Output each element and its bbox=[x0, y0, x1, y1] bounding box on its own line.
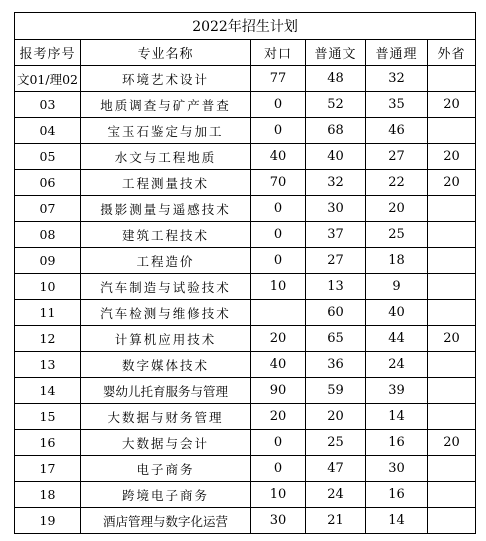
cell-duikou: 40 bbox=[251, 144, 306, 170]
cell-duikou: 10 bbox=[251, 274, 306, 300]
cell-putongli: 40 bbox=[366, 300, 428, 326]
cell-putongli: 25 bbox=[366, 222, 428, 248]
cell-major: 跨境电子商务 bbox=[81, 482, 251, 508]
cell-waisheng bbox=[428, 222, 476, 248]
cell-putongwen: 13 bbox=[306, 274, 366, 300]
cell-waisheng bbox=[428, 508, 476, 534]
cell-putongwen: 65 bbox=[306, 326, 366, 352]
cell-duikou: 20 bbox=[251, 326, 306, 352]
table-row bbox=[15, 196, 476, 222]
header-duikou: 对口 bbox=[251, 40, 306, 66]
cell-putongwen: 48 bbox=[306, 66, 366, 92]
cell-major: 汽车制造与试验技术 bbox=[81, 274, 251, 300]
cell-putongwen: 47 bbox=[306, 456, 366, 482]
cell-waisheng bbox=[428, 274, 476, 300]
table-row bbox=[15, 144, 476, 170]
cell-waisheng bbox=[428, 352, 476, 378]
cell-putongli: 14 bbox=[366, 404, 428, 430]
cell-putongwen: 27 bbox=[306, 248, 366, 274]
cell-putongli: 20 bbox=[366, 196, 428, 222]
cell-waisheng bbox=[428, 196, 476, 222]
cell-putongwen: 68 bbox=[306, 118, 366, 144]
cell-code: 03 bbox=[15, 92, 81, 118]
cell-code: 14 bbox=[15, 378, 81, 404]
cell-waisheng bbox=[428, 482, 476, 508]
cell-duikou: 20 bbox=[251, 404, 306, 430]
cell-code: 文01/理02 bbox=[15, 66, 81, 92]
cell-putongli: 16 bbox=[366, 482, 428, 508]
cell-major: 地质调查与矿产普查 bbox=[81, 92, 251, 118]
cell-putongli: 46 bbox=[366, 118, 428, 144]
cell-putongwen: 40 bbox=[306, 144, 366, 170]
cell-putongli: 16 bbox=[366, 430, 428, 456]
header-waisheng: 外省 bbox=[428, 40, 476, 66]
cell-major: 水文与工程地质 bbox=[81, 144, 251, 170]
cell-duikou bbox=[251, 300, 306, 326]
cell-waisheng bbox=[428, 248, 476, 274]
cell-putongli: 27 bbox=[366, 144, 428, 170]
cell-duikou: 0 bbox=[251, 456, 306, 482]
cell-major: 建筑工程技术 bbox=[81, 222, 251, 248]
cell-code: 15 bbox=[15, 404, 81, 430]
cell-waisheng: 20 bbox=[428, 144, 476, 170]
cell-putongli: 30 bbox=[366, 456, 428, 482]
cell-putongwen: 59 bbox=[306, 378, 366, 404]
cell-waisheng bbox=[428, 300, 476, 326]
table-body bbox=[15, 66, 476, 534]
cell-waisheng bbox=[428, 404, 476, 430]
cell-waisheng bbox=[428, 456, 476, 482]
header-putongli: 普通理 bbox=[366, 40, 428, 66]
table-row bbox=[15, 300, 476, 326]
table-row bbox=[15, 430, 476, 456]
cell-code: 18 bbox=[15, 482, 81, 508]
cell-duikou: 0 bbox=[251, 92, 306, 118]
cell-code: 17 bbox=[15, 456, 81, 482]
table-row bbox=[15, 352, 476, 378]
cell-putongwen: 32 bbox=[306, 170, 366, 196]
cell-duikou: 0 bbox=[251, 248, 306, 274]
cell-major: 电子商务 bbox=[81, 456, 251, 482]
cell-code: 05 bbox=[15, 144, 81, 170]
cell-duikou: 0 bbox=[251, 118, 306, 144]
table-row bbox=[15, 274, 476, 300]
cell-major: 环境艺术设计 bbox=[81, 66, 251, 92]
table-row bbox=[15, 222, 476, 248]
table-row bbox=[15, 170, 476, 196]
cell-waisheng bbox=[428, 118, 476, 144]
header-putongwen: 普通文 bbox=[306, 40, 366, 66]
cell-putongwen: 52 bbox=[306, 92, 366, 118]
table-row bbox=[15, 118, 476, 144]
cell-duikou: 0 bbox=[251, 222, 306, 248]
cell-putongli: 32 bbox=[366, 66, 428, 92]
table-row bbox=[15, 482, 476, 508]
cell-duikou: 90 bbox=[251, 378, 306, 404]
cell-code: 16 bbox=[15, 430, 81, 456]
table-row bbox=[15, 326, 476, 352]
cell-code: 11 bbox=[15, 300, 81, 326]
cell-putongli: 44 bbox=[366, 326, 428, 352]
table-row bbox=[15, 66, 476, 92]
table-header-row bbox=[15, 40, 476, 66]
cell-code: 09 bbox=[15, 248, 81, 274]
cell-code: 10 bbox=[15, 274, 81, 300]
header-code: 报考序号 bbox=[15, 40, 81, 66]
table-row bbox=[15, 456, 476, 482]
cell-duikou: 70 bbox=[251, 170, 306, 196]
table-row bbox=[15, 92, 476, 118]
cell-putongli: 24 bbox=[366, 352, 428, 378]
cell-putongwen: 37 bbox=[306, 222, 366, 248]
cell-putongli: 9 bbox=[366, 274, 428, 300]
cell-putongli: 14 bbox=[366, 508, 428, 534]
table-row bbox=[15, 508, 476, 534]
cell-major: 汽车检测与维修技术 bbox=[81, 300, 251, 326]
cell-major: 工程造价 bbox=[81, 248, 251, 274]
cell-putongwen: 21 bbox=[306, 508, 366, 534]
cell-code: 07 bbox=[15, 196, 81, 222]
table-title: 2022年招生计划 bbox=[15, 13, 476, 40]
cell-duikou: 40 bbox=[251, 352, 306, 378]
cell-major: 工程测量技术 bbox=[81, 170, 251, 196]
cell-putongli: 22 bbox=[366, 170, 428, 196]
cell-waisheng: 20 bbox=[428, 326, 476, 352]
enrollment-plan-table bbox=[14, 12, 476, 534]
cell-putongwen: 36 bbox=[306, 352, 366, 378]
header-major: 专业名称 bbox=[81, 40, 251, 66]
cell-putongli: 35 bbox=[366, 92, 428, 118]
cell-code: 12 bbox=[15, 326, 81, 352]
table-row bbox=[15, 378, 476, 404]
cell-code: 06 bbox=[15, 170, 81, 196]
cell-major: 大数据与财务管理 bbox=[81, 404, 251, 430]
cell-major: 婴幼儿托育服务与管理 bbox=[81, 378, 251, 404]
cell-putongwen: 30 bbox=[306, 196, 366, 222]
cell-major: 大数据与会计 bbox=[81, 430, 251, 456]
cell-putongwen: 24 bbox=[306, 482, 366, 508]
cell-waisheng bbox=[428, 378, 476, 404]
cell-waisheng: 20 bbox=[428, 430, 476, 456]
cell-major: 摄影测量与遥感技术 bbox=[81, 196, 251, 222]
cell-major: 数字媒体技术 bbox=[81, 352, 251, 378]
cell-putongwen: 20 bbox=[306, 404, 366, 430]
cell-code: 19 bbox=[15, 508, 81, 534]
cell-putongwen: 25 bbox=[306, 430, 366, 456]
cell-code: 13 bbox=[15, 352, 81, 378]
cell-major: 酒店管理与数字化运营 bbox=[81, 508, 251, 534]
cell-code: 08 bbox=[15, 222, 81, 248]
cell-waisheng bbox=[428, 66, 476, 92]
cell-duikou: 30 bbox=[251, 508, 306, 534]
cell-duikou: 0 bbox=[251, 430, 306, 456]
cell-waisheng: 20 bbox=[428, 170, 476, 196]
cell-putongli: 39 bbox=[366, 378, 428, 404]
cell-duikou: 10 bbox=[251, 482, 306, 508]
cell-waisheng: 20 bbox=[428, 92, 476, 118]
cell-duikou: 77 bbox=[251, 66, 306, 92]
cell-putongli: 18 bbox=[366, 248, 428, 274]
table-row bbox=[15, 404, 476, 430]
cell-major: 计算机应用技术 bbox=[81, 326, 251, 352]
enrollment-plan-sheet bbox=[14, 12, 475, 534]
cell-putongwen: 60 bbox=[306, 300, 366, 326]
cell-major: 宝玉石鉴定与加工 bbox=[81, 118, 251, 144]
cell-code: 04 bbox=[15, 118, 81, 144]
cell-duikou: 0 bbox=[251, 196, 306, 222]
table-row bbox=[15, 248, 476, 274]
